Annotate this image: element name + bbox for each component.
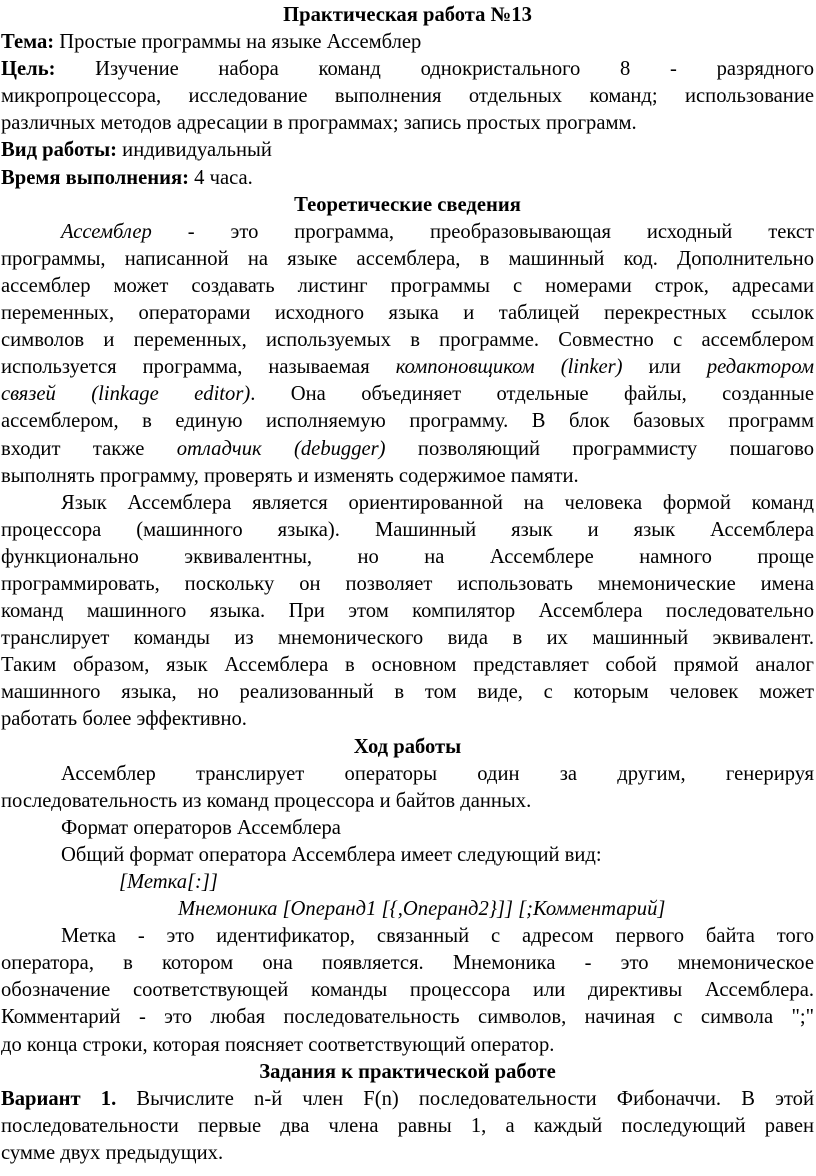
procedure-p2-line: обозначение соответствующей команды процессора или директивы Ассемблера. [1,979,814,1002]
theory-p1-line: переменных, операторами исходного языка и таблицей перекрестных ссылок [1,302,814,325]
theory-p2-line: Язык Ассемблера является ориентированной на человека формой команд [61,491,814,514]
term-linkage-editor-2: связей (linkage editor) [1,383,251,406]
theory-p1-line [1,219,814,246]
topic-value: Простые программы на языке Ассемблер [54,31,422,54]
goal-line-2: микропроцессора, исследование выполнения отдельных команд; использование [1,85,814,108]
page-title: Практическая работа №13 [283,4,532,26]
topic-line [1,29,814,56]
work-type-line [1,137,814,164]
format-title: Формат операторов Ассемблера [61,816,341,839]
variant-line-1 [1,1086,814,1113]
theory-text: или [622,356,707,379]
theory-text: - это программа, преобразовывающая исходный текст [151,220,814,243]
theory-text: используется программа, называемая [1,356,396,379]
theory-p1-line [1,436,814,463]
theory-p1-line [1,381,814,408]
theory-p2-line: функционально эквивалентны, но на Ассемблере намного проще [1,545,814,568]
theory-p1-line: выполнять программу, проверять и изменять содержимое памяти. [1,464,579,487]
procedure-heading: Ход работы [353,735,462,758]
variant-text: Вычислите n-й член F(n) последовательности Фибоначчи. В этой [116,1087,814,1110]
term-assembler: Ассемблер [61,220,152,243]
time-line [1,165,814,192]
goal-label: Цель: [1,58,56,81]
theory-p2-line: работать более эффективно. [1,708,247,731]
theory-text: . Она объединяет отдельные файлы, созданные [250,383,814,406]
goal-line-3: различных методов адресации в программах; запись простых программ. [1,112,637,135]
procedure-p2-line: Метка - это идентификатор, связанный с адресом первого байта того [61,925,814,948]
variant-line-2: последовательности первые два члена равны 1, а каждый последующий равен [1,1114,814,1137]
procedure-p1-line: Ассемблер транслирует операторы один за другим, генерируя [61,762,814,785]
theory-text: входит также [1,437,177,460]
theory-p2-line: Таким образом, язык Ассемблера в основном представляет собой прямой аналог [1,654,814,677]
tasks-heading: Задания к практической работе [259,1060,556,1083]
goal-line-1 [1,56,814,83]
format-description: Общий формат оператора Ассемблера имеет следующий вид: [61,843,602,866]
work-type-value: индивидуальный [117,139,272,162]
theory-p2-line: команд машинного языка. При этом компилятор Ассемблера последовательно [1,600,814,623]
procedure-p2-line: до конца строки, которая поясняет соответствующий оператор. [1,1033,555,1056]
procedure-p1-line: последовательность из команд процессора и байтов данных. [1,789,532,812]
theory-text: позволяющий программисту пошагово [385,437,815,460]
theory-p2-line: транслирует команды из мнемонического вида в их машинный эквивалент. [1,627,814,650]
theory-p1-line: символов и переменных, используемых в программе. Совместно с ассемблером [1,329,814,352]
theory-p2-line: программировать, поскольку он позволяет использовать мнемонические имена [1,572,814,595]
goal-text: Изучение набора команд однокристального 8 - разрядного [55,58,814,81]
theory-p1-line: ассемблером, в единую исполняемую программу. В блок базовых программ [1,410,814,433]
time-label: Время выполнения: [1,166,190,189]
time-value: 4 часа. [189,166,253,189]
theory-p1-line [1,354,814,381]
syntax-line-mnemonic: Мнемоника [Операнд1 [{,Операнд2}]] [;Комментарий] [178,898,666,921]
term-linker: компоновщиком (linker) [395,356,623,379]
theory-heading: Теоретические сведения [294,193,521,216]
work-type-label: Вид работы: [1,139,118,162]
procedure-p2-line: Комментарий - это любая последовательность символов, начиная с символа ";" [1,1006,814,1029]
document-page [0,2,816,1176]
theory-p2-line: процессора (машинного языка). Машинный язык и язык Ассемблера [1,518,814,541]
term-debugger: отладчик (debugger) [176,437,386,460]
theory-p1-line: программы, написанной на языке ассемблера, в машинный код. Дополнительно [1,247,814,270]
topic-label: Тема: [1,31,55,54]
theory-p1-line: ассемблер может создавать листинг программы с номерами строк, адресами [1,274,814,297]
variant-line-3: сумме двух предыдущих. [1,1141,224,1164]
theory-p2-line: машинного языка, но реализованный в том виде, с которым человек может [1,681,814,704]
variant-label: Вариант 1. [1,1087,117,1110]
procedure-p2-line: оператора, в котором она появляется. Мнемоника - это мнемоническое [1,952,814,975]
term-linkage-editor: редактором [706,356,814,379]
syntax-line-label: [Метка[:]] [119,871,218,893]
